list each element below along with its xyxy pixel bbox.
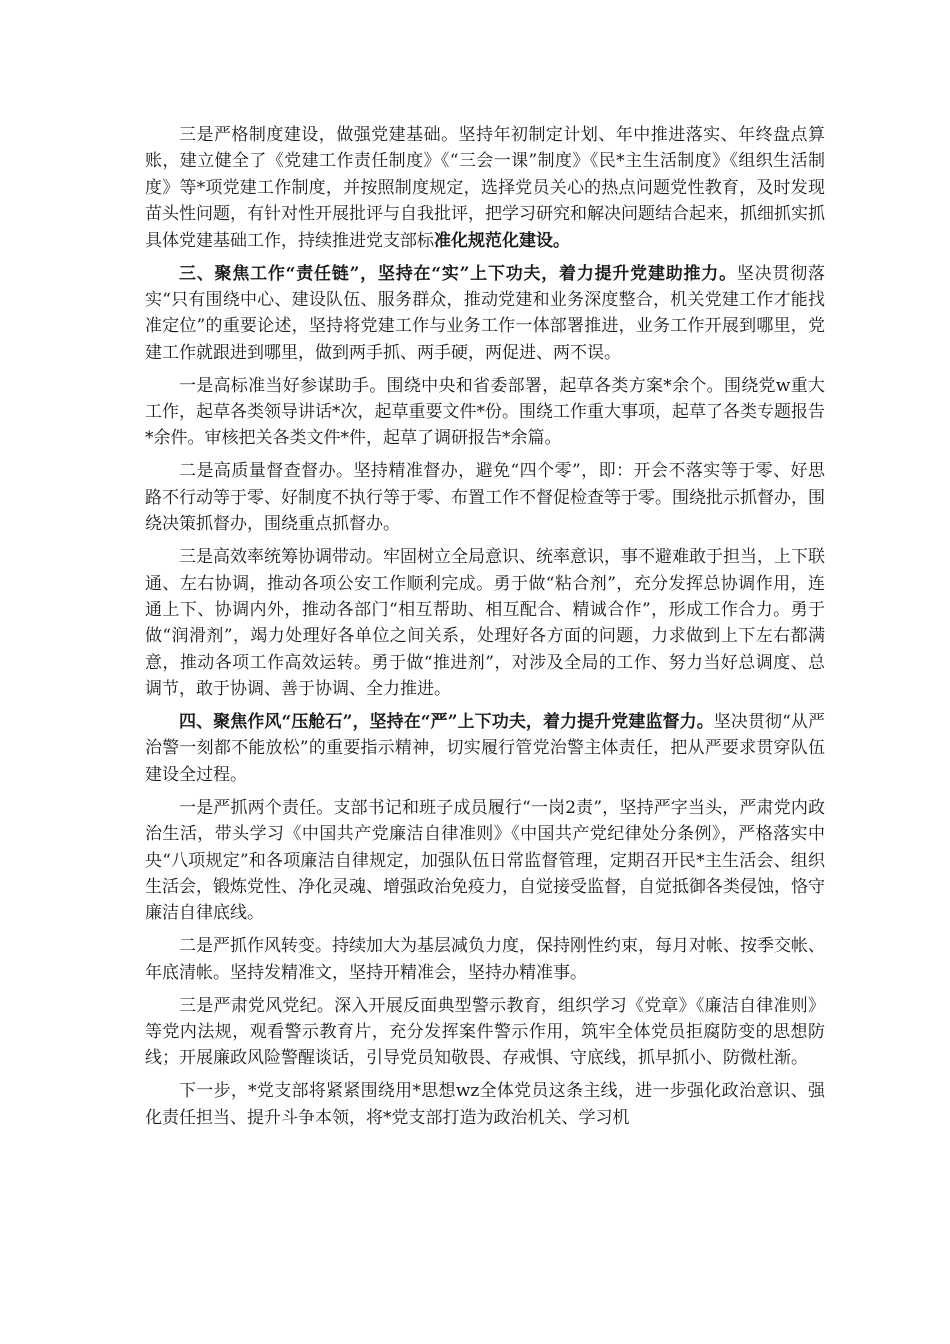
paragraph-text: 三是严肃党风党纪。深入开展反面典型警示教育，组织学习《党章》《廉洁自律准则》等党内法规，观看警示教育片，充分发挥案件警示作用，筑牢全体党员拒腐防变的思想防线；开展廉政风险警醒谈话，引导党员知敬畏、存戒惧、守底线，抓早抓小、防微杜渐。 [145,995,825,1069]
paragraph-text: 二是严抓作风转变。持续加大为基层减负力度，保持刚性约束，每月对帐、按季交帐、年底清帐。坚持发精准文，坚持开精准会，坚持办精准事。 [145,936,825,983]
paragraph-text: 一是严抓两个责任。支部书记和班子成员履行“一岗2责”，坚持严字当头，严肃党内政治生活，带头学习《中国共产党廉洁自律准则》《中国共产党纪律处分条例》，严格落实中央“八项规定”和各项廉洁自律规定，加强队伍日常监督管理，定期召开民*主生活会、组织生活会，锻炼党性、净化灵魂、增强政治免疫力，自觉接受监督，自觉抵御各类侵蚀，恪守廉洁自律底线。 [145,797,825,924]
paragraph-coordination [145,544,825,702]
paragraph-text: 坚决贯彻“从严治警一刻都不能放松”的重要指示精神，切实履行管党治警主体责任，把从严要求贯穿队伍建设全过程。 [145,712,825,785]
paragraph-next-steps [145,1078,825,1131]
paragraph-advisor [145,373,825,452]
paragraph-text: 下一步，*党支部将紧紧围绕用*思想wz全体党员这条主线，进一步强化政治意识、强化责任担当、提升斗争本领，将*党支部打造为政治机关、学习机 [145,1081,825,1128]
paragraph-supervision [145,458,825,537]
paragraph-bold-tail: 准化规范化建设。 [434,230,570,251]
section-title: 四、聚焦作风“压舱石”，坚持在“严”上下功夫，着力提升党建监督力。 [179,712,714,733]
section-heading-three [145,261,825,367]
section-title: 三、聚焦工作“责任链”，坚持在“实”上下功夫，着力提升党建助推力。 [179,263,737,284]
paragraph-text: 三是高效率统筹协调带动。牢固树立全局意识、统率意识，事不避难敢于担当，上下联通、左右协调，推动各项公安工作顺利完成。勇于做“粘合剂”，充分发挥总协调作用，连通上下、协调内外，推动各部门“相互帮助、相互配合、精诚合作”，形成工作合力。勇于做“润滑剂”，竭力处理好各单位之间关系，处理好各方面的问题，力求做到上下左右都满意，推动各项工作高效运转。勇于做“推进剂”，对涉及全局的工作、努力当好总调度、总调节，敢于协调、善于协调、全力推进。 [145,547,825,700]
paragraph-text: 二是高质量督查督办。坚持精准督办，避免“四个零”，即：开会不落实等于零、好思路不行动等于零、好制度不执行等于零、布置工作不督促检查等于零。围绕批示抓督办，围绕决策抓督办，围绕重点抓督办。 [145,461,825,535]
paragraph-discipline [145,993,825,1072]
paragraph-work-style [145,933,825,986]
document-page [145,122,825,1138]
paragraph-text: 一是高标准当好参谋助手。围绕中央和省委部署，起草各类方案*余个。围绕党w重大工作，起草各类领导讲话*次，起草重要文件*份。围绕工作重大事项，起草了各类专题报告*余件。审核把关各类文件*件，起草了调研报告*余篇。 [145,375,825,449]
section-heading-four [145,709,825,788]
paragraph-two-responsibilities [145,795,825,927]
paragraph-text: 三是严格制度建设，做强党建基础。坚持年初制定计划、年中推进落实、年终盘点算账，建立健全了《党建工作责任制度》《“三会一课”制度》《民*主生活制度》《组织生活制度》等*项党建工作制度，并按照制度规定，选择党员关心的热点问题党性教育，及时发现苗头性问题，有针对性开展批评与自我批评，把学习研究和解决问题结合起来，抓细抓实抓具体党建基础工作，持续推进党支部标 [145,125,825,251]
paragraph-text: 坚决贯彻落实“只有围绕中心、建设队伍、服务群众，推动党建和业务深度整合，机关党建工作才能找准定位”的重要论述，坚持将党建工作与业务工作一体部署推进，业务工作开展到哪里，党建工作就跟进到哪里，做到两手抓、两手硬，两促进、两不误。 [145,263,825,363]
paragraph-system-building [145,122,825,254]
